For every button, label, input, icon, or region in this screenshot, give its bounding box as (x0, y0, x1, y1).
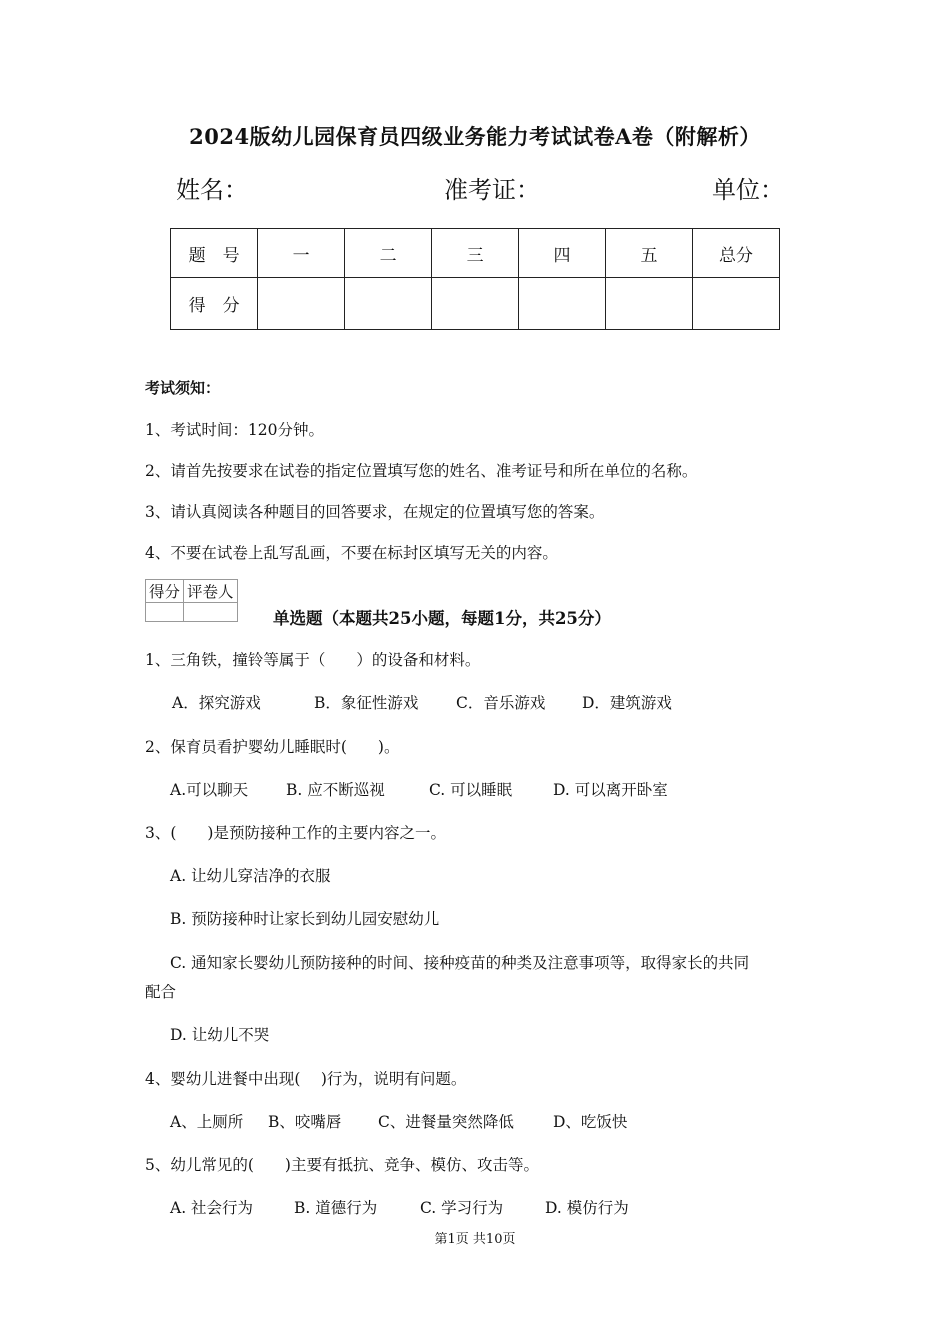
section-title: 单选题（本题共25小题，每题1分，共25分） (273, 609, 611, 628)
question-1-option-c: C．音乐游戏 (456, 694, 546, 712)
grader-reviewer-label: 评卷人 (184, 580, 238, 603)
question-4: 4、婴幼儿进餐中出现( )行为，说明有问题。 (145, 1070, 467, 1088)
grader-score-cell[interactable] (146, 603, 184, 622)
question-1-option-a: A．探究游戏 (172, 694, 261, 712)
question-1-option-d: D．建筑游戏 (582, 694, 672, 712)
score-table-score-row (171, 278, 780, 330)
question-4-option-d: D、吃饭快 (553, 1113, 628, 1131)
grader-reviewer-cell[interactable] (184, 603, 238, 622)
question-5: 5、幼儿常见的( )主要有抵抗、竞争、模仿、攻击等。 (145, 1156, 539, 1174)
notice-item: 3、请认真阅读各种题目的回答要求，在规定的位置填写您的答案。 (145, 503, 605, 521)
score-table (170, 228, 780, 330)
question-2-option-a: A.可以聊天 (170, 781, 249, 799)
score-table-header-row (171, 229, 780, 278)
score-table-header-3: 三 (432, 229, 519, 278)
question-2-option-b: B. 应不断巡视 (286, 781, 385, 799)
notice-item: 1、考试时间：120分钟。 (145, 421, 324, 439)
exam-id-field-label: 准考证： (444, 176, 540, 204)
question-5-option-d: D. 模仿行为 (545, 1199, 629, 1217)
score-cell-3[interactable] (432, 278, 519, 330)
score-table-header-label: 题 号 (171, 229, 258, 278)
score-table-header-2: 二 (345, 229, 432, 278)
score-table-header-5: 五 (606, 229, 693, 278)
question-5-option-c: C. 学习行为 (420, 1199, 504, 1217)
question-3: 3、( )是预防接种工作的主要内容之一。 (145, 824, 446, 842)
score-cell-5[interactable] (606, 278, 693, 330)
grader-box (145, 579, 238, 622)
notice-item: 4、不要在试卷上乱写乱画，不要在标封区填写无关的内容。 (145, 544, 558, 562)
exam-title: 2024版幼儿园保育员四级业务能力考试试卷A卷（附解析） (189, 124, 761, 149)
score-table-score-label: 得 分 (171, 278, 258, 330)
score-cell-total[interactable] (692, 278, 779, 330)
notice-heading: 考试须知： (145, 379, 221, 397)
question-4-option-c: C、进餐量突然降低 (378, 1113, 514, 1131)
question-3-option-b: B. 预防接种时让家长到幼儿园安慰幼儿 (170, 910, 440, 928)
score-cell-2[interactable] (345, 278, 432, 330)
question-3-option-c: C. 通知家长婴幼儿预防接种的时间、接种疫苗的种类及注意事项等，取得家长的共同 (170, 954, 750, 972)
question-2-option-d: D. 可以离开卧室 (553, 781, 668, 799)
grader-score-label: 得分 (146, 580, 184, 603)
page-footer: 第1页 共10页 (434, 1232, 516, 1247)
question-4-option-b: B、咬嘴唇 (268, 1113, 342, 1131)
question-3-option-d: D. 让幼儿不哭 (170, 1026, 270, 1044)
name-field-label: 姓名： (176, 176, 248, 204)
question-1-option-b: B．象征性游戏 (314, 694, 419, 712)
score-table-header-4: 四 (519, 229, 606, 278)
question-2: 2、保育员看护婴幼儿睡眠时( )。 (145, 738, 400, 756)
question-4-option-a: A、上厕所 (170, 1113, 244, 1131)
score-table-header-total: 总分 (692, 229, 779, 278)
question-1: 1、三角铁，撞铃等属于（ ）的设备和材料。 (145, 651, 481, 669)
unit-field-label: 单位： (712, 176, 784, 204)
score-table-header-1: 一 (258, 229, 345, 278)
question-3-option-c-continued: 配合 (145, 983, 177, 1001)
question-3-option-a: A. 让幼儿穿洁净的衣服 (170, 867, 331, 885)
question-2-option-c: C. 可以睡眠 (429, 781, 513, 799)
score-cell-1[interactable] (258, 278, 345, 330)
notice-item: 2、请首先按要求在试卷的指定位置填写您的姓名、准考证号和所在单位的名称。 (145, 462, 698, 480)
question-5-option-b: B. 道德行为 (294, 1199, 378, 1217)
score-cell-4[interactable] (519, 278, 606, 330)
question-5-option-a: A. 社会行为 (170, 1199, 254, 1217)
